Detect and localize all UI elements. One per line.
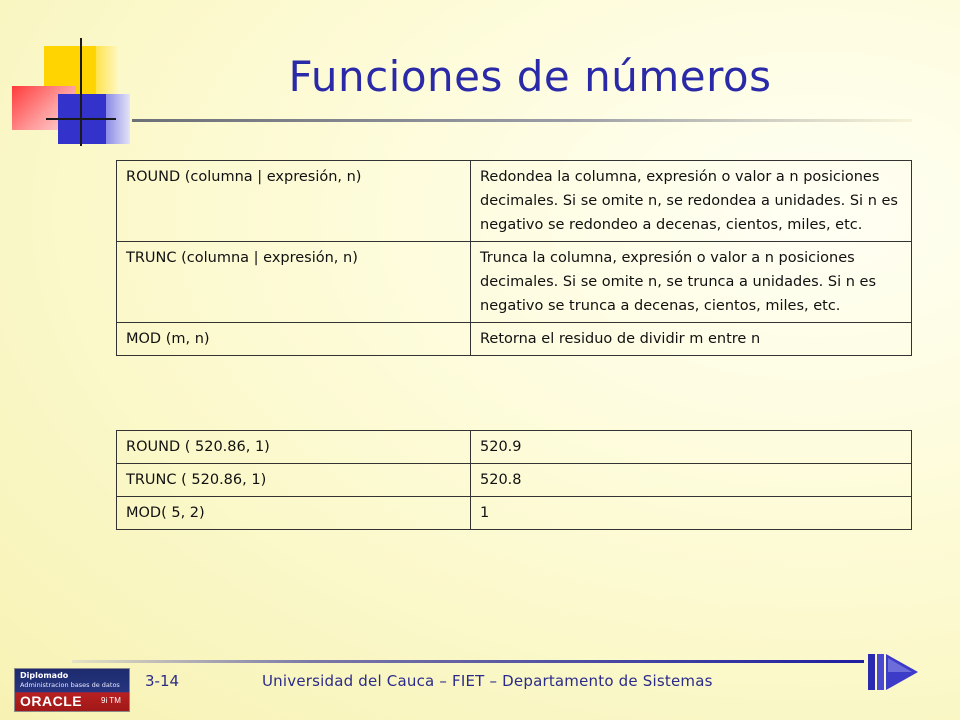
description-cell: Retorna el residuo de dividir m entre n bbox=[471, 323, 912, 356]
footer-rule bbox=[72, 660, 864, 663]
function-cell: TRUNC (columna | expresión, n) bbox=[117, 242, 471, 323]
expression-cell: MOD( 5, 2) bbox=[117, 497, 471, 530]
next-slide-icon[interactable] bbox=[866, 650, 922, 694]
footer-text: Universidad del Cauca – FIET – Departamento de Sistemas bbox=[262, 672, 713, 690]
expression-cell: ROUND ( 520.86, 1) bbox=[117, 431, 471, 464]
function-cell: MOD (m, n) bbox=[117, 323, 471, 356]
decor-vertical-line bbox=[80, 38, 82, 146]
table-row bbox=[117, 464, 912, 497]
table-row bbox=[117, 323, 912, 356]
expression-cell: TRUNC ( 520.86, 1) bbox=[117, 464, 471, 497]
table-row bbox=[117, 242, 912, 323]
table-row bbox=[117, 497, 912, 530]
result-cell: 1 bbox=[471, 497, 912, 530]
examples-table bbox=[116, 430, 912, 530]
logo-brand: ORACLE bbox=[20, 693, 83, 709]
nav-bar-1 bbox=[868, 654, 875, 690]
slide-title: Funciones de números bbox=[288, 52, 772, 101]
result-cell: 520.8 bbox=[471, 464, 912, 497]
functions-table bbox=[116, 160, 912, 356]
table-row bbox=[117, 431, 912, 464]
function-cell: ROUND (columna | expresión, n) bbox=[117, 161, 471, 242]
decor-horizontal-line bbox=[46, 118, 116, 120]
nav-bar-2 bbox=[877, 654, 884, 690]
slide-number: 3-14 bbox=[145, 672, 180, 690]
result-cell: 520.9 bbox=[471, 431, 912, 464]
diplomado-oracle-logo bbox=[14, 668, 130, 712]
description-cell: Trunca la columna, expresión o valor a n posiciones decimales. Si se omite n, se trunca a unidades. Si n es negativo se trunca a decenas, cientos, miles, etc. bbox=[471, 242, 912, 323]
title-underline bbox=[132, 119, 912, 122]
decor-yellow-glow bbox=[96, 46, 118, 94]
description-cell: Redondea la columna, expresión o valor a n posiciones decimales. Si se omite n, se redondea a unidades. Si n es negativo se redondeo a decenas, cientos, miles, etc. bbox=[471, 161, 912, 242]
table-row bbox=[117, 161, 912, 242]
logo-line1: Diplomado bbox=[20, 671, 69, 680]
logo-line2: Administracion bases de datos bbox=[20, 681, 120, 689]
logo-suffix: 9i TM bbox=[101, 696, 121, 705]
